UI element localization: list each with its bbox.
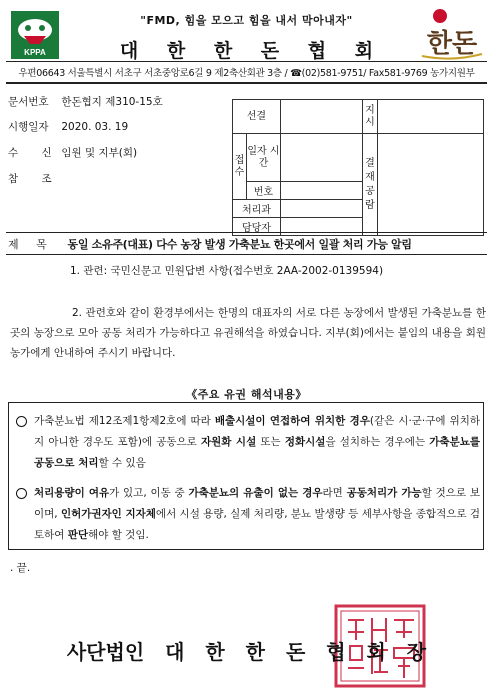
bullet2-text-1: 가 있고, 이동 중: [109, 487, 189, 499]
doc-number-value: 한돈협지 제310-15호: [61, 96, 163, 108]
bullet1-bold-1: 배출시설이 연접하여 위치한 경우: [214, 415, 370, 427]
number-label: 번호: [246, 182, 280, 200]
body-paragraph: 2. 관련호와 같이 환경부에서는 한명의 대표자의 서로 다른 농장에서 발생된 가축분뇨를 한 곳의 농장으로 모아 공동 처리가 가능하다고 유권해석을 하였습니다. 지부(회)에서는 붙임의 내용을 회원농가에게 안내하여 주시기 바랍니다.: [10, 307, 486, 359]
interpretation-item-1: [16, 411, 480, 474]
datetime-label: 일자 시간: [246, 134, 280, 182]
pre-approval-cell: [280, 100, 362, 134]
address-line: 우편06643 서울특별시 서초구 서초중앙로6길 9 제2축산회관 3층 / ☎(02)581-9751/ Fax581-9769 농가지원부: [18, 68, 475, 79]
bullet2-bold-1: 처리용량이 여유: [34, 487, 110, 499]
bullet-circle-icon: [16, 488, 27, 499]
bullet2-bold-4: 인허가권자인 지자체: [60, 508, 156, 520]
bullet2-text-5: 해야 할 것임.: [88, 529, 149, 541]
bullet1-text-2: (같은 시·군·구에 위치하지 아니한 경우도 포함)에 공동으로: [34, 415, 481, 448]
bullet1-text-3: 또는: [256, 436, 285, 448]
bullet2-text-4: 에서 시설 용량, 실제 처리량, 분뇨 발생량 등 세부사항을 종합적으로 검토하여: [34, 508, 480, 541]
cc-label: 참 조: [8, 173, 52, 185]
reference-line: 1. 관련: 국민신문고 민원답변 사항(접수번호 2AA-2002-0139594): [70, 265, 384, 277]
bullet1-text-5: 할 수 있음: [98, 457, 146, 469]
subject-row: [8, 236, 412, 252]
approval-flow-cell: [378, 134, 484, 236]
recipient-row: [8, 145, 137, 160]
bullet1-text-4: 을 설치하는 경우에는: [325, 436, 430, 448]
subject-divider-top: [6, 232, 487, 233]
signature-line: 사단법인 대 한 한 돈 협 회 장: [66, 640, 427, 664]
subject-text: 동일 소유주(대표) 다수 농장 발생 가축분뇨 한곳에서 일괄 처리 가능 알림: [67, 238, 412, 251]
handon-logo-text: 한돈: [426, 29, 478, 59]
pre-approval-label: 선결: [233, 100, 281, 134]
bullet2-text-3: 할 것으로 보이며,: [34, 487, 480, 520]
bullet1-bold-4: 가축분뇨를 공동으로 처리: [34, 436, 480, 469]
handon-logo: [414, 6, 488, 62]
subject-label: 제 목: [8, 238, 47, 251]
person-label: 담당자: [233, 218, 281, 236]
instruction-cell: [378, 100, 484, 134]
cc-row: [8, 171, 58, 186]
subject-divider-bottom: [6, 254, 487, 255]
receipt-label: 접수: [233, 134, 247, 200]
bullet2-text-2: 라면: [322, 487, 347, 499]
approval-flow-label: 결재 공람: [362, 134, 378, 236]
kppa-logo-text: KPPA: [24, 48, 46, 57]
section-title: 《주요 유권 해석내용》: [186, 388, 307, 401]
bullet2-bold-2: 가축분뇨의 유출이 없는 경우: [188, 487, 323, 499]
issue-date-label: 시행일자: [8, 121, 49, 133]
header-divider: [6, 61, 487, 62]
doc-number-label: 문서번호: [8, 96, 49, 108]
bullet1-text-1: 가축분뇨법 제12조제1항제2호에 따라: [34, 415, 215, 427]
doc-number-row: [8, 94, 163, 109]
address-divider: [6, 82, 487, 84]
approval-table: [232, 99, 484, 236]
bullet2-bold-3: 공동처리가 가능: [346, 487, 422, 499]
end-mark: . 끝.: [10, 562, 31, 574]
bullet1-bold-3: 정화시설: [284, 436, 326, 448]
org-name: 대 한 한 돈 협 회: [119, 40, 374, 62]
recipient-label: 수 신: [8, 147, 52, 159]
bullet1-bold-2: 자원화 시설: [201, 436, 257, 448]
datetime-cell: [280, 134, 362, 182]
processing-cell: [280, 200, 362, 218]
bullet2-bold-5: 판단: [67, 529, 89, 541]
interpretation-item-2: [16, 483, 480, 546]
issue-date-row: [8, 119, 128, 134]
slogan: "FMD, 힘을 모으고 힘을 내서 막아내자": [140, 14, 353, 27]
instruction-label: 지시: [362, 100, 378, 134]
number-cell: [280, 182, 362, 200]
bullet-circle-icon: [16, 416, 27, 427]
issue-date-value: 2020. 03. 19: [61, 121, 129, 133]
recipient-value: 임원 및 지부(회): [61, 147, 138, 159]
processing-label: 처리과: [233, 200, 281, 218]
